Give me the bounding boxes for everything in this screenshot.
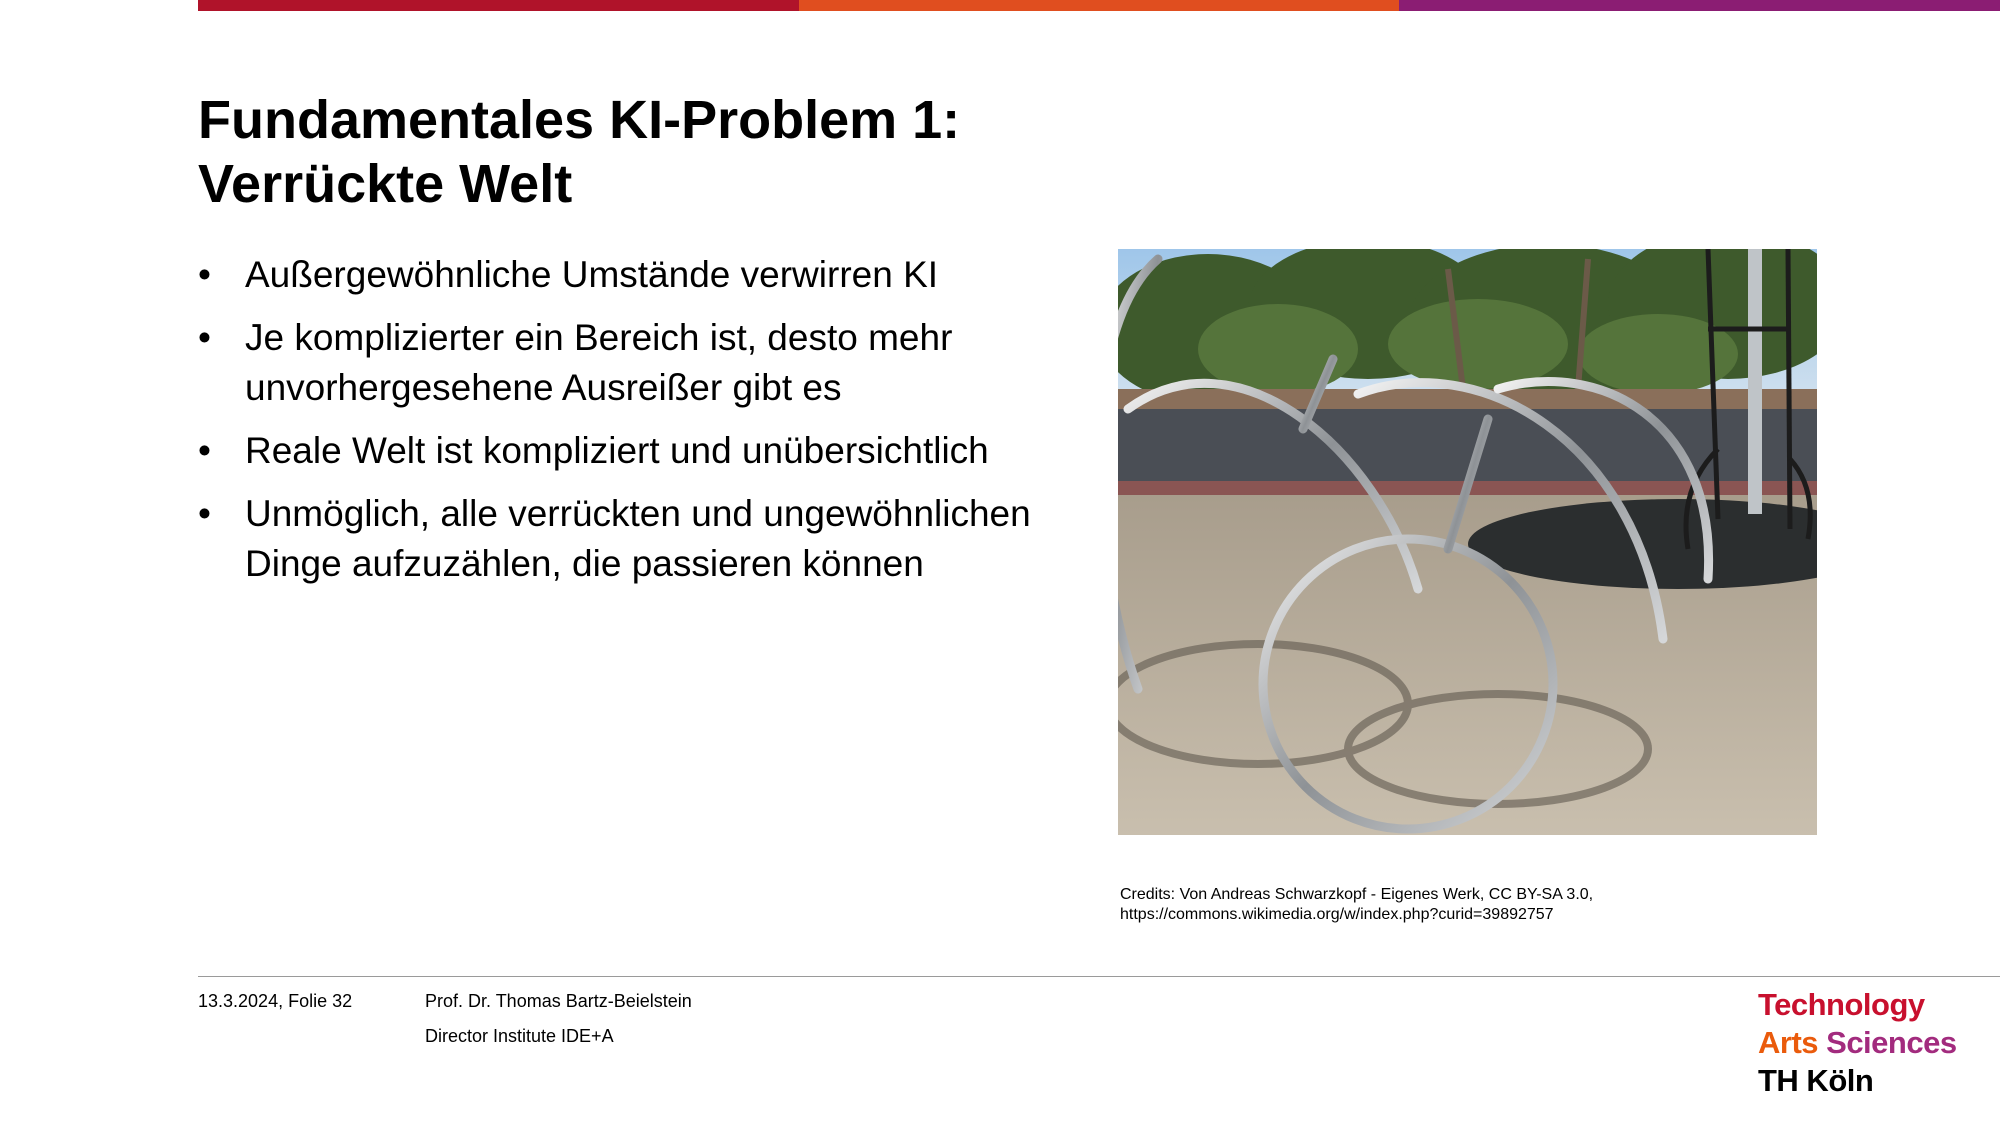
footer-role: Director Institute IDE+A xyxy=(425,1026,614,1046)
credits-line-2: https://commons.wikimedia.org/w/index.php?curid=39892757 xyxy=(1120,906,1554,923)
logo-sciences: Sciences xyxy=(1826,1025,1957,1060)
credits-line-1: Credits: Von Andreas Schwarzkopf - Eigenes Werk, CC BY-SA 3.0, xyxy=(1120,886,1594,903)
bullet-text: Reale Welt ist kompliziert und unübersichtlich xyxy=(245,430,989,471)
top-bar-purple-segment xyxy=(1399,0,2000,11)
th-koeln-logo xyxy=(1758,986,1957,1100)
footer-divider xyxy=(198,976,2000,977)
bullet-text: Außergewöhnliche Umstände verwirren KI xyxy=(245,254,939,295)
top-bar-red-segment xyxy=(198,0,799,11)
logo-th-koeln: TH Köln xyxy=(1758,1063,1874,1098)
bullet-text: Dinge aufzuzählen, die passieren können xyxy=(245,543,924,584)
footer-date-slide-number: 13.3.2024, Folie 32 xyxy=(198,991,353,1011)
logo-arts: Arts xyxy=(1758,1025,1819,1060)
bullet-text: Unmöglich, alle verrückten und ungewöhnlichen xyxy=(245,493,1031,534)
slide-title xyxy=(198,88,1398,216)
bicycle-rack-illustration xyxy=(1118,249,1817,835)
bullet-item xyxy=(198,426,1098,476)
bullet-text: unvorhergesehene Ausreißer gibt es xyxy=(245,367,842,408)
bullet-item xyxy=(198,489,1098,589)
bullet-dot: • xyxy=(198,430,211,471)
image-credits xyxy=(1120,885,1920,925)
footer-author: Prof. Dr. Thomas Bartz-Beielstein xyxy=(425,991,692,1011)
bullet-dot: • xyxy=(198,254,211,295)
logo-arts-sciences-row xyxy=(1758,1024,1957,1062)
top-bar-orange-segment xyxy=(799,0,1400,11)
bullet-text: Je komplizierter ein Bereich ist, desto mehr xyxy=(245,317,953,358)
bicycle-rack-photo xyxy=(1118,249,1817,835)
bullet-item xyxy=(198,250,1098,300)
bullet-list xyxy=(198,250,1098,602)
bullet-dot: • xyxy=(198,317,211,358)
top-color-bar xyxy=(198,0,2000,11)
title-line-2: Verrückte Welt xyxy=(198,154,573,214)
bullet-item xyxy=(198,313,1098,413)
bullet-dot: • xyxy=(198,493,211,534)
title-line-1: Fundamentales KI-Problem 1: xyxy=(198,90,961,150)
logo-technology: Technology xyxy=(1758,987,1925,1022)
